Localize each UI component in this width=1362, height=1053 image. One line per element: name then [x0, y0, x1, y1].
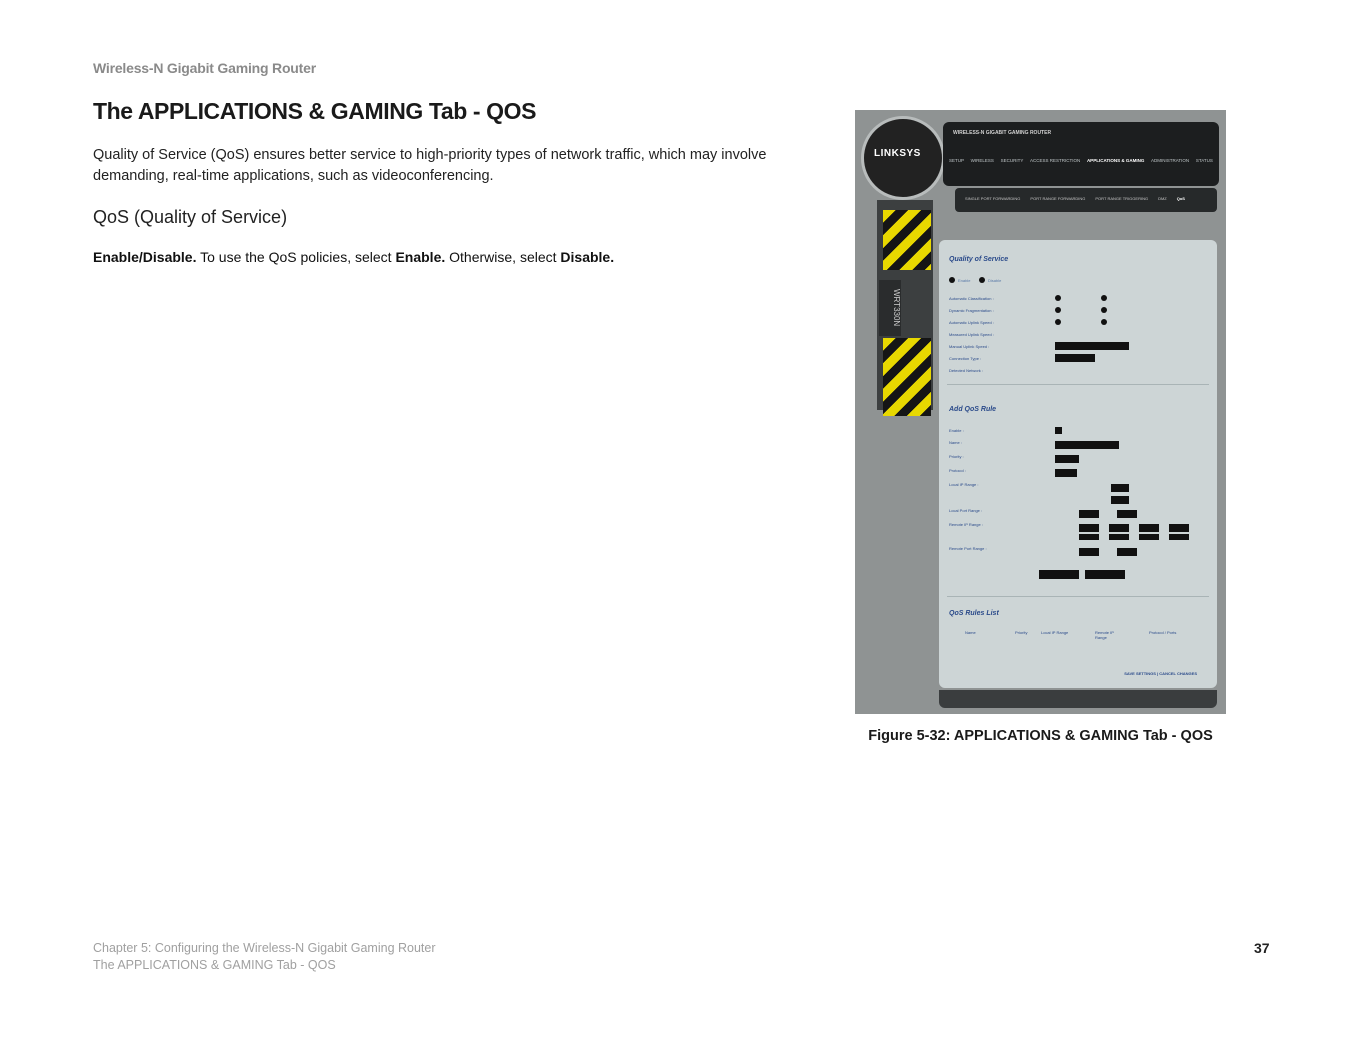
- term-disable: Disable.: [560, 249, 615, 265]
- remote-ip-input: [1169, 534, 1189, 540]
- remote-ip-input: [1109, 524, 1129, 532]
- hazard-stripes-bottom: [883, 338, 931, 416]
- figure-field-label: Connection Type :: [949, 356, 982, 361]
- list-column-header: Protocol / Ports: [1149, 630, 1177, 635]
- figure-field-label: Name :: [949, 440, 962, 445]
- radio-dot: [949, 277, 955, 283]
- remote-port-to-input: [1117, 548, 1137, 556]
- local-ip-from-input: [1111, 484, 1129, 492]
- remote-ip-input: [1139, 524, 1159, 532]
- page-number: 37: [1254, 940, 1270, 956]
- local-ip-to-input: [1111, 496, 1129, 504]
- figure-subnav-item: DMZ: [1158, 196, 1167, 201]
- figure-subnav-item: SINGLE PORT FORWARDING: [965, 196, 1021, 201]
- term-enable-disable: Enable/Disable.: [93, 249, 197, 265]
- radio-dot: [1101, 319, 1107, 325]
- model-label: WRT330N: [879, 280, 901, 336]
- remote-ip-input: [1169, 524, 1189, 532]
- intro-paragraph: Quality of Service (QoS) ensures better service to high-priority types of network traffic, which may involve demanding, real-time applications, such as videoconferencing.: [93, 147, 767, 184]
- figure-field-label: Enable :: [949, 428, 964, 433]
- figure-sub-nav: [965, 196, 1207, 201]
- figure-field-label: Automatic Classification :: [949, 296, 994, 301]
- section-divider: [947, 596, 1209, 597]
- figure-nav-item: SECURITY: [1000, 158, 1024, 163]
- figure-field-label: Local Port Range :: [949, 508, 983, 513]
- section-heading: QoS (Quality of Service): [93, 207, 288, 227]
- local-port-to-input: [1117, 510, 1137, 518]
- enable-disable-paragraph: [93, 249, 813, 265]
- remote-ip-input: [1139, 534, 1159, 540]
- figure-field-label: Detected Network :: [949, 368, 984, 373]
- clear-rule-button: [1085, 570, 1125, 579]
- running-header: Wireless-N Gigabit Gaming Router: [93, 60, 316, 76]
- figure-nav-item: ACCESS RESTRICTION: [1030, 158, 1081, 163]
- figure-nav-item: ADMINISTRATION: [1151, 158, 1190, 163]
- connection-type-select: [1055, 354, 1095, 362]
- radio-dot: [1055, 319, 1061, 325]
- section-divider: [947, 384, 1209, 385]
- figure-caption: Figure 5-32: APPLICATIONS & GAMING Tab - QOS: [868, 728, 1213, 744]
- page-title: The APPLICATIONS & GAMING Tab - QOS: [93, 98, 537, 124]
- figure-field-label: Remote IP Range :: [949, 522, 983, 527]
- figure-field-label: Remote Port Range :: [949, 546, 987, 551]
- figure-field-label: Automatic Uplink Speed :: [949, 320, 994, 325]
- radio-dot: [1055, 295, 1061, 301]
- figure-section-rule: Add QoS Rule: [949, 406, 997, 413]
- add-rule-button: [1039, 570, 1079, 579]
- rule-name-input: [1055, 441, 1119, 449]
- figure-field-label: Priority :: [949, 454, 964, 459]
- figure-subnav-item-active: QoS: [1176, 196, 1185, 201]
- remote-ip-input: [1079, 534, 1099, 540]
- list-column-header: Priority: [1015, 630, 1028, 635]
- figure-content-panel: [939, 240, 1217, 688]
- radio-dot: [1101, 307, 1107, 313]
- figure-nav-item-active: APPLICATIONS & GAMING: [1086, 158, 1145, 163]
- local-port-from-input: [1079, 510, 1099, 518]
- footer-chapter: Chapter 5: Configuring the Wireless-N Gigabit Gaming Router: [93, 941, 436, 955]
- figure-product-title: WIRELESS-N GIGABIT GAMING ROUTER: [953, 130, 1052, 136]
- list-column-header: Local IP Range: [1041, 630, 1069, 635]
- term-enable: Enable.: [395, 249, 446, 265]
- list-column-header: Remote IP Range: [1095, 630, 1114, 640]
- radio-dot: [979, 277, 985, 283]
- para-text-2: Otherwise, select: [445, 249, 561, 265]
- radio-label: Disable: [988, 278, 1002, 283]
- figure-main-nav: [949, 158, 1213, 163]
- figure-sub-bar: [955, 188, 1217, 212]
- rule-protocol-select: [1055, 469, 1077, 477]
- figure-section-list: QoS Rules List: [949, 610, 999, 617]
- figure-qos-screenshot: [855, 110, 1226, 714]
- rule-enable-checkbox: [1055, 427, 1062, 434]
- list-column-header: Name: [965, 630, 976, 635]
- figure-nav-item: SETUP: [949, 158, 965, 163]
- remote-port-from-input: [1079, 548, 1099, 556]
- radio-dot: [1055, 307, 1061, 313]
- figure-top-bar: [943, 122, 1219, 186]
- footer-section: The APPLICATIONS & GAMING Tab - QOS: [93, 958, 336, 972]
- hazard-stripes-top: [883, 210, 931, 270]
- radio-label: Enable: [958, 278, 971, 283]
- para-text-1: To use the QoS policies, select: [196, 249, 396, 265]
- figure-nav-item: STATUS: [1195, 158, 1213, 163]
- figure-field-label: Dynamic Fragmentation :: [949, 308, 994, 313]
- remote-ip-input: [1079, 524, 1099, 532]
- figure-section-qos: Quality of Service: [949, 256, 1009, 263]
- remote-ip-input: [1109, 534, 1129, 540]
- figure-save-links: SAVE SETTINGS | CANCEL CHANGES: [1124, 671, 1197, 676]
- radio-dot: [1101, 295, 1107, 301]
- uplink-speed-input: [1055, 342, 1129, 350]
- figure-nav-item: WIRELESS: [970, 158, 994, 163]
- figure-field-label: Measured Uplink Speed :: [949, 332, 994, 337]
- rule-priority-input: [1055, 455, 1079, 463]
- figure-subnav-item: PORT RANGE TRIGGERING: [1095, 196, 1149, 201]
- figure-subnav-item: PORT RANGE FORWARDING: [1030, 196, 1086, 201]
- figure-field-label: Protocol :: [949, 468, 966, 473]
- figure-bottom-bar: [939, 690, 1217, 708]
- brand-logo: LINKSYS: [874, 148, 921, 159]
- page-footer: [93, 940, 436, 974]
- figure-field-label: Local IP Range :: [949, 482, 979, 487]
- figure-field-label: Manual Uplink Speed :: [949, 344, 990, 349]
